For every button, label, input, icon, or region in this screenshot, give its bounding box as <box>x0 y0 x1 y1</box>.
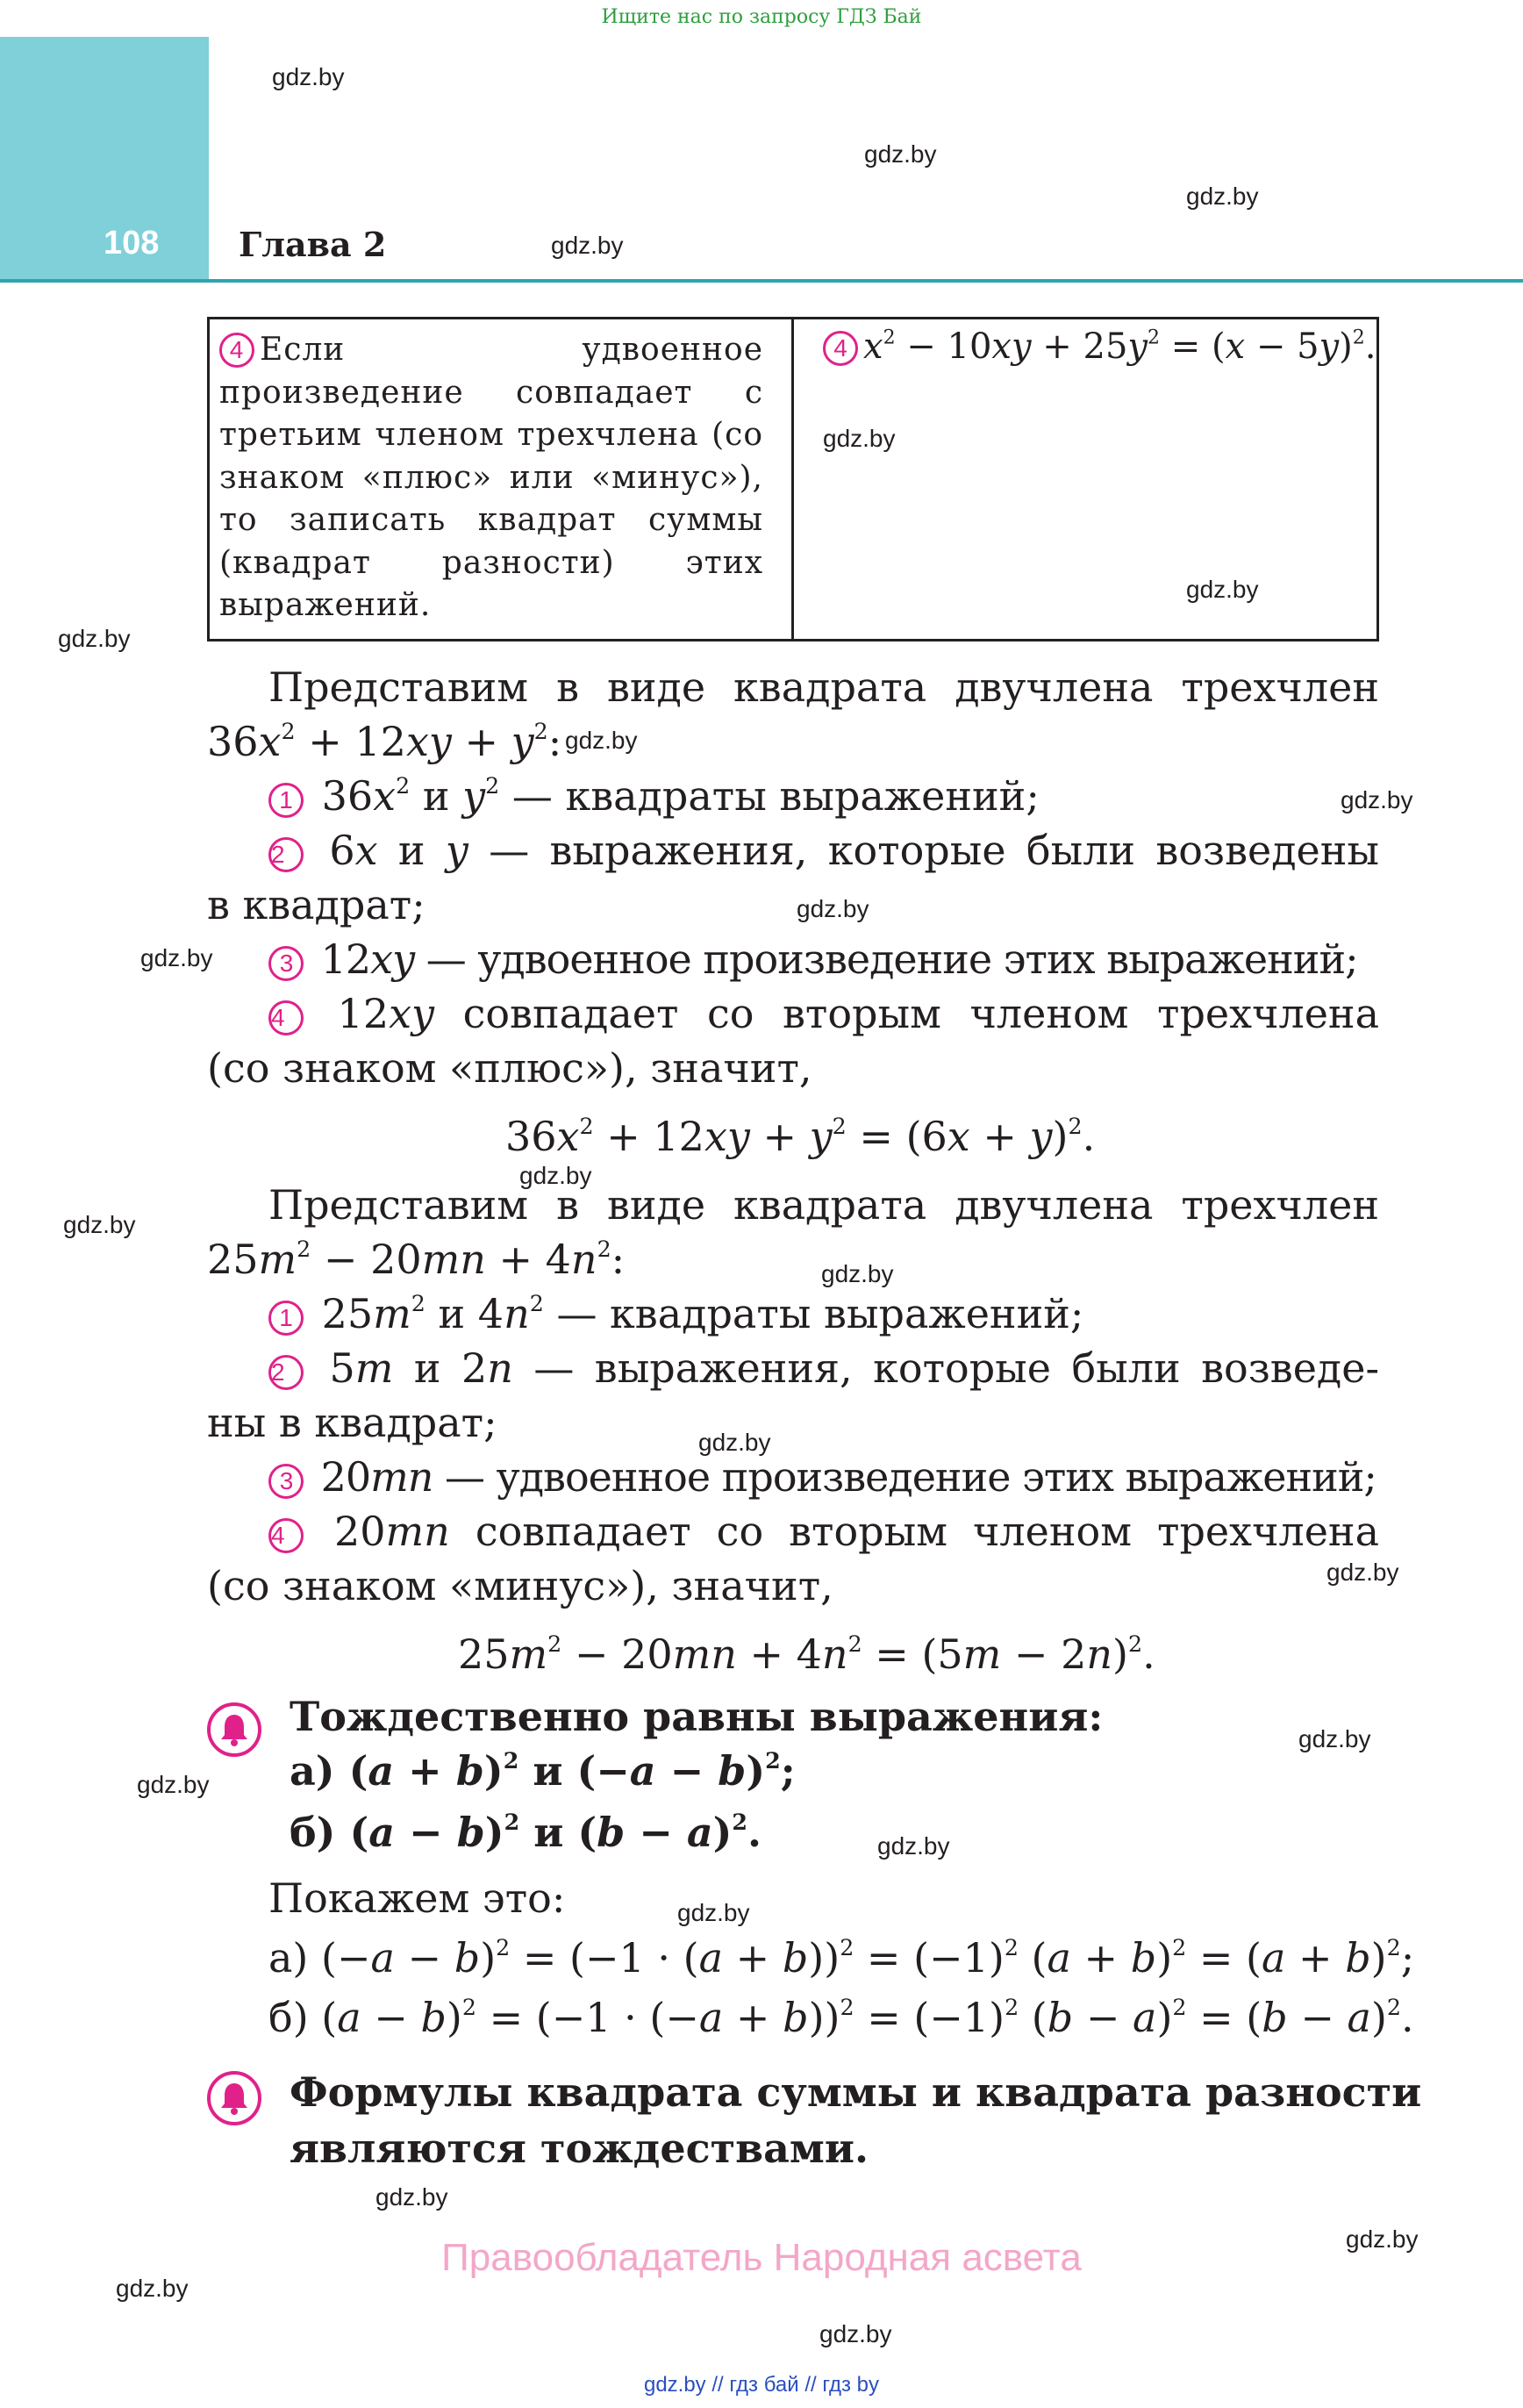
example1-step2-cont: в квадрат; <box>207 881 425 928</box>
proof-intro: Покажем это: <box>268 1874 566 1922</box>
example1-step2: 2 6x и y — выражения, которые были возведены <box>207 823 1379 878</box>
bell-icon <box>207 2071 261 2125</box>
example2-intro: Представим в виде квадрата двучлена трехчлен <box>268 1181 1379 1229</box>
example1-expression: $36x^2 + 12xy + y^2$: <box>207 718 562 765</box>
watermark: gdz.by <box>375 2183 448 2211</box>
watermark: gdz.by <box>877 1832 950 1860</box>
watermark: gdz.by <box>698 1429 771 1456</box>
page-number: 108 <box>104 225 160 262</box>
step-marker: 4 <box>219 333 254 368</box>
watermark: gdz.by <box>1298 1725 1371 1752</box>
example2-result: $25m^2 - 20mn + 4n^2 = (5m - 2n)^2$. <box>458 1630 1155 1678</box>
step-marker: 2 <box>268 1355 304 1390</box>
header-divider <box>0 279 1523 283</box>
step-marker: 3 <box>268 946 304 981</box>
step-marker: 4 <box>268 1518 304 1553</box>
example1-step1: 1 $36x^2$ и $y^2$ — квадраты выражений; <box>268 769 1040 823</box>
example2-step1: 1 $25m^2$ и $4n^2$ — квадраты выражений; <box>268 1286 1083 1341</box>
proof-b: б) $(a - b)^2 = (-1 \cdot (-a + b))^2 = (-1)^2$ $(b - a)^2 = (b - a)^2$. <box>268 1994 1414 2041</box>
watermark: gdz.by <box>797 895 869 922</box>
rule1-b: б) $(a - b)^2$ и $(b - a)^2$. <box>290 1809 762 1856</box>
step-marker: 4 <box>268 1000 304 1036</box>
watermark: gdz.by <box>1186 183 1259 210</box>
watermark: gdz.by <box>823 425 896 452</box>
top-notice: Ищите нас по запросу ГДЗ Бай <box>601 6 922 28</box>
copyright-notice: Правообладатель Народная асвета <box>441 2236 1082 2279</box>
example2-step4-cont: (со знаком «минус»), значит, <box>207 1562 833 1609</box>
example1-step4: 4 12xy совпадает со вторым членом трехчлена <box>207 986 1379 1041</box>
watermark: gdz.by <box>1346 2225 1419 2253</box>
watermark: gdz.by <box>565 727 638 754</box>
step-marker: 3 <box>268 1464 304 1499</box>
rule1-title: Тождественно равны выражения: <box>290 1693 1104 1740</box>
example2-step4: 4 20mn совпадает со вторым членом трехчлена <box>207 1504 1379 1559</box>
chapter-title: Глава 2 <box>239 225 387 264</box>
watermark: gdz.by <box>864 140 937 168</box>
watermark: gdz.by <box>140 944 213 971</box>
rule1-a: а) $(a + b)^2$ и $(-a - b)^2$; <box>290 1747 796 1795</box>
proof-a: а) $(-a - b)^2 = (-1 \cdot (a + b))^2 = (-1)^2$ $(a + b)^2 = (a + b)^2$; <box>268 1934 1415 1982</box>
table-right-cell: 4 $x^2 - 10xy + 25y^2 = (x - 5y)^2$. <box>823 326 1376 367</box>
watermark: gdz.by <box>272 63 345 90</box>
watermark: gdz.by <box>1341 786 1413 813</box>
table-left-text: Если удвоенное произведение совпадает с третьим членом трехчлена (со знаком «плюс» или «минус»), то записать квадрат суммы (квадрат разности) этих выражений. <box>219 332 763 623</box>
watermark: gdz.by <box>1326 1559 1399 1586</box>
step-marker: 1 <box>268 1301 304 1336</box>
example2-step2-cont: ны в квадрат; <box>207 1399 497 1446</box>
watermark: gdz.by <box>137 1771 210 1798</box>
step-marker: 4 <box>823 331 858 366</box>
watermark: gdz.by <box>819 2320 892 2347</box>
example2-step2: 2 5m и 2n — выражения, которые были возведе- <box>207 1341 1379 1395</box>
watermark: gdz.by <box>63 1211 136 1238</box>
example1-step4-cont: (со знаком «плюс»), значит, <box>207 1044 812 1092</box>
rule2-line2: являются тождествами. <box>290 2125 869 2172</box>
example2-expression: $25m^2 - 20mn + 4n^2$: <box>207 1236 626 1283</box>
watermark: gdz.by <box>821 1260 894 1287</box>
table-divider <box>791 317 794 641</box>
table-left-cell <box>219 329 763 627</box>
rule2-line1: Формулы квадрата суммы и квадрата разности <box>290 2068 1422 2116</box>
step-marker: 2 <box>268 837 304 872</box>
step-marker: 1 <box>268 783 304 818</box>
watermark: gdz.by <box>551 232 624 259</box>
example2-step3: 3 20mn — удвоенное произведение этих выражений; <box>268 1450 1376 1504</box>
watermark: gdz.by <box>116 2275 189 2302</box>
bell-icon <box>207 1702 261 1757</box>
example1-step3: 3 12xy — удвоенное произведение этих выражений; <box>268 932 1358 986</box>
footer-links: gdz.by // гдз бай // гдз by <box>643 2373 880 2397</box>
watermark: gdz.by <box>58 625 131 652</box>
watermark: gdz.by <box>519 1162 592 1189</box>
watermark: gdz.by <box>1186 576 1259 603</box>
example1-intro: Представим в виде квадрата двучлена трехчлен <box>268 663 1379 711</box>
watermark: gdz.by <box>677 1899 750 1926</box>
example1-result: $36x^2 + 12xy + y^2 = (6x + y)^2$. <box>505 1113 1096 1160</box>
